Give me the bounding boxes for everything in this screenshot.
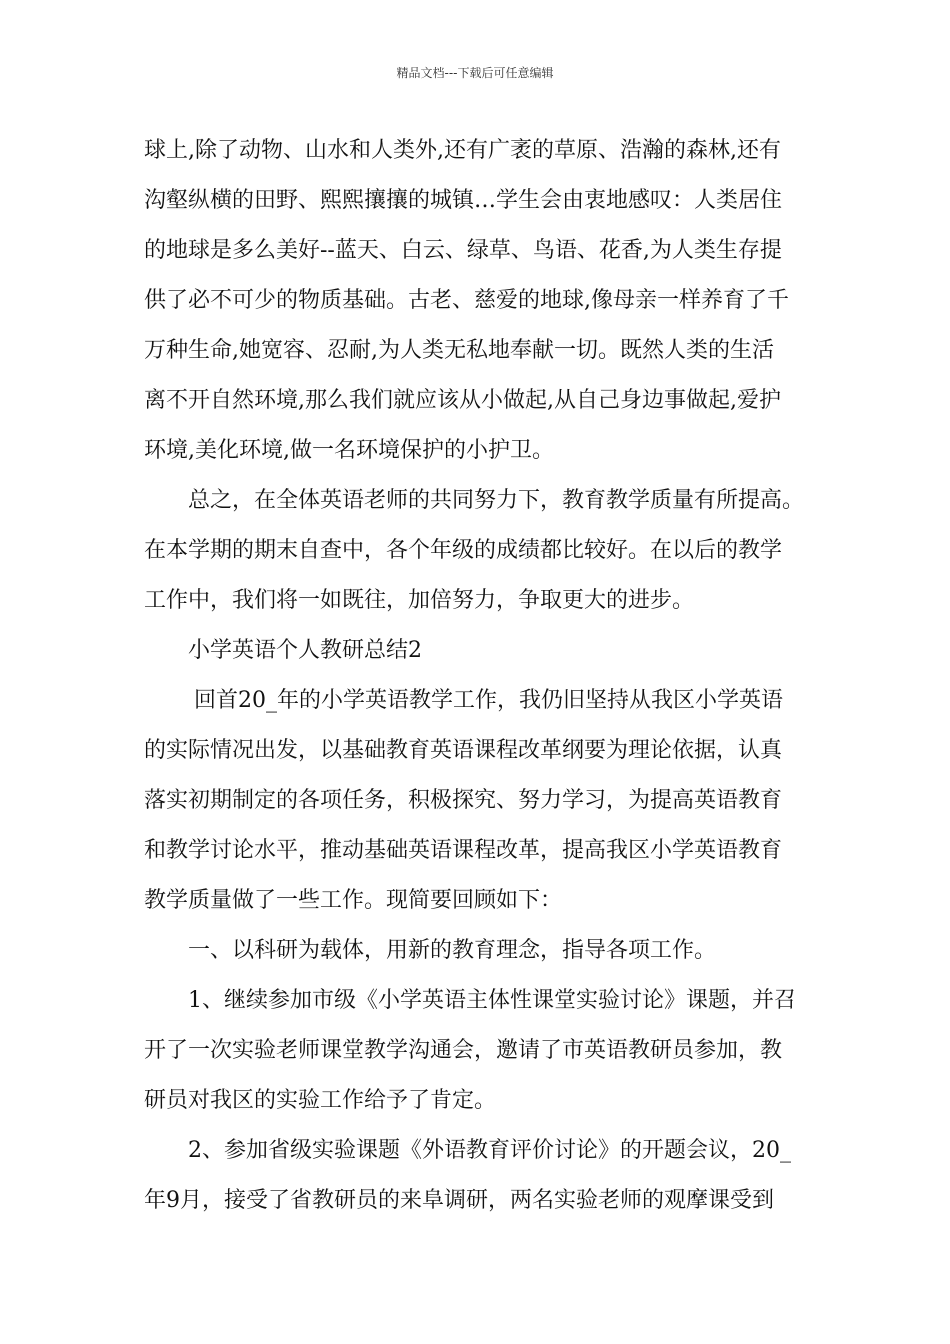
text-line: 工作中，我们将一如既往，加倍努力，争取更大的进步。 <box>144 588 695 613</box>
section-heading: 小学英语个人教研总结2 <box>188 638 422 663</box>
text-line: 年9月，接受了省教研员的来阜调研，两名实验老师的观摩课受到 <box>144 1188 774 1213</box>
text-line: 环境,美化环境,做一名环境保护的小护卫。 <box>144 438 554 463</box>
text-line: 的实际情况出发，以基础教育英语课程改革纲要为理论依据，认真 <box>144 738 783 763</box>
text-line: 在本学期的期末自查中，各个年级的成绩都比较好。在以后的教学 <box>144 538 783 563</box>
text-line: 总之，在全体英语老师的共同努力下，教育教学质量有所提高。 <box>188 488 805 513</box>
text-line: 2、参加省级实验课题《外语教育评价讨论》的开题会议，20_ <box>188 1138 791 1163</box>
text-line: 沟壑纵横的田野、熙熙攘攘的城镇…学生会由衷地感叹：人类居住 <box>144 188 783 213</box>
text-line: 万种生命,她宽容、忍耐,为人类无私地奉献一切。既然人类的生活 <box>144 338 774 363</box>
text-line: 1、继续参加市级《小学英语主体性课堂实验讨论》课题，并召 <box>188 988 796 1013</box>
text-line: 研员对我区的实验工作给予了肯定。 <box>144 1088 497 1113</box>
text-line: 供了必不可少的物质基础。古老、慈爱的地球,像母亲一样养育了千 <box>144 288 789 313</box>
text-line: 教学质量做了一些工作。现简要回顾如下： <box>144 888 563 913</box>
text-line: 一、以科研为载体，用新的教育理念，指导各项工作。 <box>188 938 717 963</box>
text-line: 开了一次实验老师课堂教学沟通会，邀请了市英语教研员参加，教 <box>144 1038 783 1063</box>
text-line: 回首20_年的小学英语教学工作，我仍旧坚持从我区小学英语 <box>194 688 783 713</box>
text-line: 离不开自然环境,那么我们就应该从小做起,从自己身边事做起,爱护 <box>144 388 781 413</box>
text-line: 落实初期制定的各项任务，积极探究、努力学习，为提高英语教育 <box>144 788 783 813</box>
page-header: 精品文档---下载后可任意编辑 <box>396 66 554 80</box>
text-line: 的地球是多么美好--蓝天、白云、绿草、鸟语、花香,为人类生存提 <box>144 238 782 263</box>
text-line: 和教学讨论水平，推动基础英语课程改革，提高我区小学英语教育 <box>144 838 783 863</box>
text-line: 球上,除了动物、山水和人类外,还有广袤的草原、浩瀚的森林,还有 <box>144 138 781 163</box>
